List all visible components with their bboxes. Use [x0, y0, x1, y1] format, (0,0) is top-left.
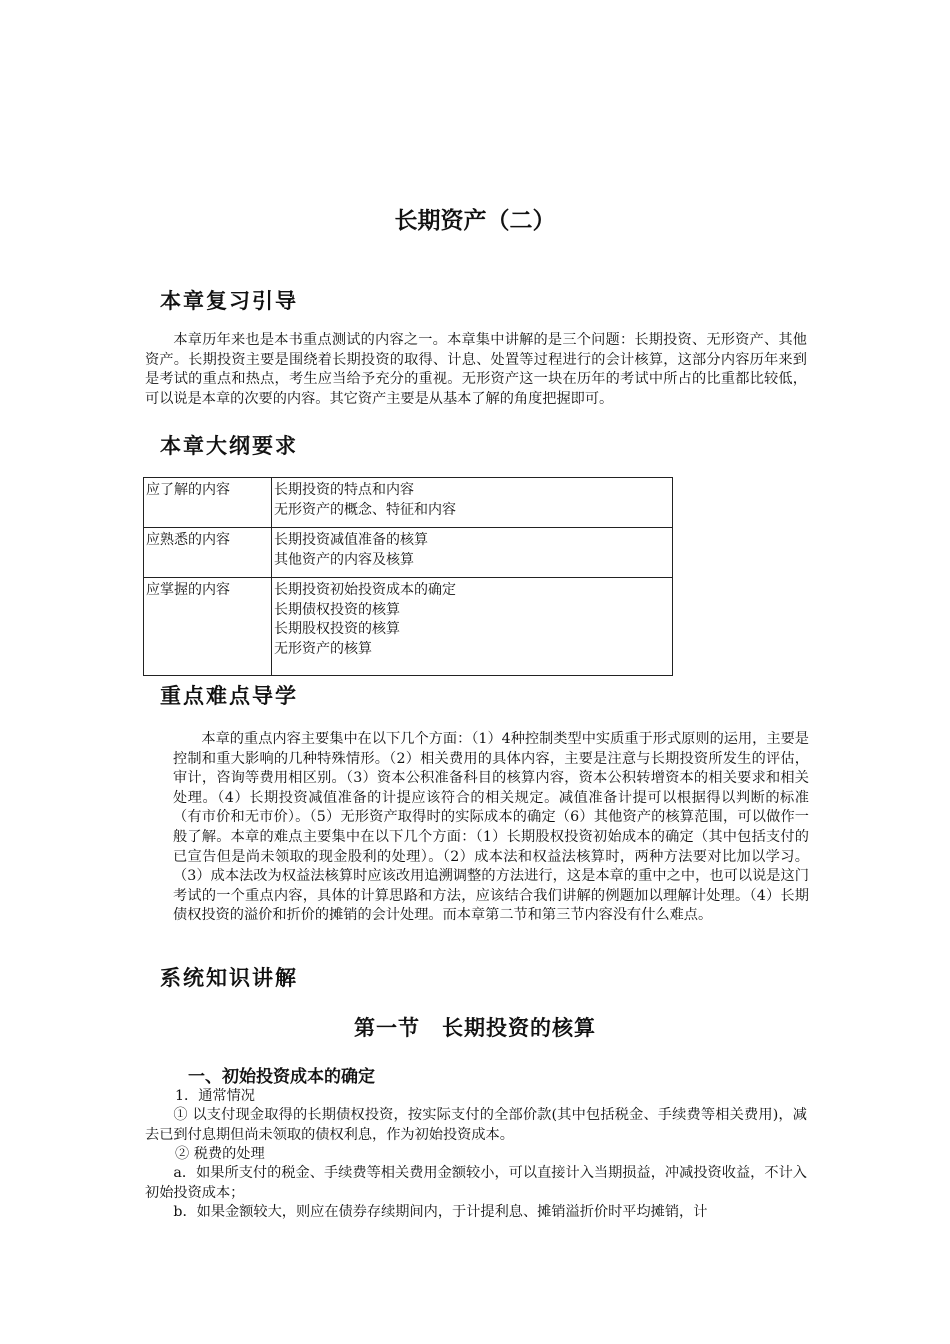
outline-item: 无形资产的概念、特征和内容 [274, 501, 456, 518]
outline-item: 长期投资减值准备的核算 [274, 532, 428, 548]
document-title: 长期资产（二） [394, 208, 556, 234]
outline-row-items [272, 578, 673, 676]
item-tax-handling: ② 税费的处理 [175, 1146, 265, 1162]
outline-row-label: 应熟悉的内容 [144, 528, 272, 578]
outline-item: 无形资产的核算 [274, 640, 372, 657]
outline-item: 长期股权投资的核算 [274, 621, 400, 637]
item-small-amount: a．如果所支付的税金、手续费等相关费用金额较小，可以直接计入当期损益，冲减投资收益，不计入初始投资成本； [145, 1165, 807, 1201]
outline-row-label: 应了解的内容 [144, 478, 272, 528]
outline-row [144, 528, 673, 578]
outline-row-label: 应掌握的内容 [144, 578, 272, 676]
outline-table [143, 477, 673, 676]
review-guide-heading: 本章复习引导 [160, 289, 298, 313]
outline-item: 长期投资的特点和内容 [274, 482, 414, 498]
outline-row-items [272, 528, 673, 578]
outline-row [144, 478, 673, 528]
key-points-paragraph: 本章的重点内容主要集中在以下几个方面：（1）4种控制类型中实质重于形式原则的运用，主要是控制和重大影响的几种特殊情形。（2）相关费用的具体内容，主要是注意与长期投资所发生的评估，审计，咨询等费用相区别。（3）资本公积准备科目的核算内容，资本公积转增资本的相关要求和相关处理。（4）长期投资减值准备的计提应该符合的相关规定。减值准备计提可以根据得以判断的标准（有市价和无市价）。（5）无形资产取得时的实际成本的确定（6）其他资产的核算范围，可以做作一般了解。本章的难点主要集中在以下几个方面：（1）长期股权投资初始成本的确定（其中包括支付的已宣告但是尚未领取的现金股利的处理）。（2）成本法和权益法核算时，两种方法要对比加以学习。（3）成本法改为权益法核算时应该改用追溯调整的方法进行，这是本章的重中之中，也可以说是这门考试的一个重点内容，具体的计算思路和方法，应该结合我们讲解的例题加以理解计处理。（4）长期债权投资的溢价和折价的摊销的会计处理。而本章第二节和第三节内容没有什么难点。 [173, 731, 809, 924]
outline-heading: 本章大纲要求 [160, 434, 298, 458]
item-usual-case: 1．通常情况 [175, 1088, 255, 1104]
outline-item: 长期债权投资的核算 [274, 601, 400, 618]
knowledge-heading: 系统知识讲解 [160, 966, 298, 990]
outline-row-items [272, 478, 673, 528]
item-cash-acquisition: ① 以支付现金取得的长期债权投资，按实际支付的全部价款(其中包括税金、手续费等相关费用)，减去已到付息期但尚未领取的债权利息，作为初始投资成本。 [145, 1107, 807, 1143]
section-title: 第一节 长期投资的核算 [354, 1016, 596, 1040]
subsection-title: 一、初始投资成本的确定 [188, 1067, 375, 1087]
outline-item: 长期投资初始投资成本的确定 [274, 582, 456, 598]
item-large-amount: b．如果金额较大，则应在债券存续期间内，于计提利息、摊销溢折价时平均摊销，计 [173, 1204, 708, 1220]
review-guide-paragraph: 本章历年来也是本书重点测试的内容之一。本章集中讲解的是三个问题：长期投资、无形资产、其他资产。长期投资主要是围绕着长期投资的取得、计息、处置等过程进行的会计核算，这部分内容历年来到是考试的重点和热点，考生应当给予充分的重视。无形资产这一块在历年的考试中所占的比重都比较低，可以说是本章的次要的内容。其它资产主要是从基本了解的角度把握即可。 [145, 332, 807, 407]
key-points-heading: 重点难点导学 [160, 684, 298, 708]
outline-item: 其他资产的内容及核算 [274, 551, 414, 568]
outline-row [144, 578, 673, 676]
